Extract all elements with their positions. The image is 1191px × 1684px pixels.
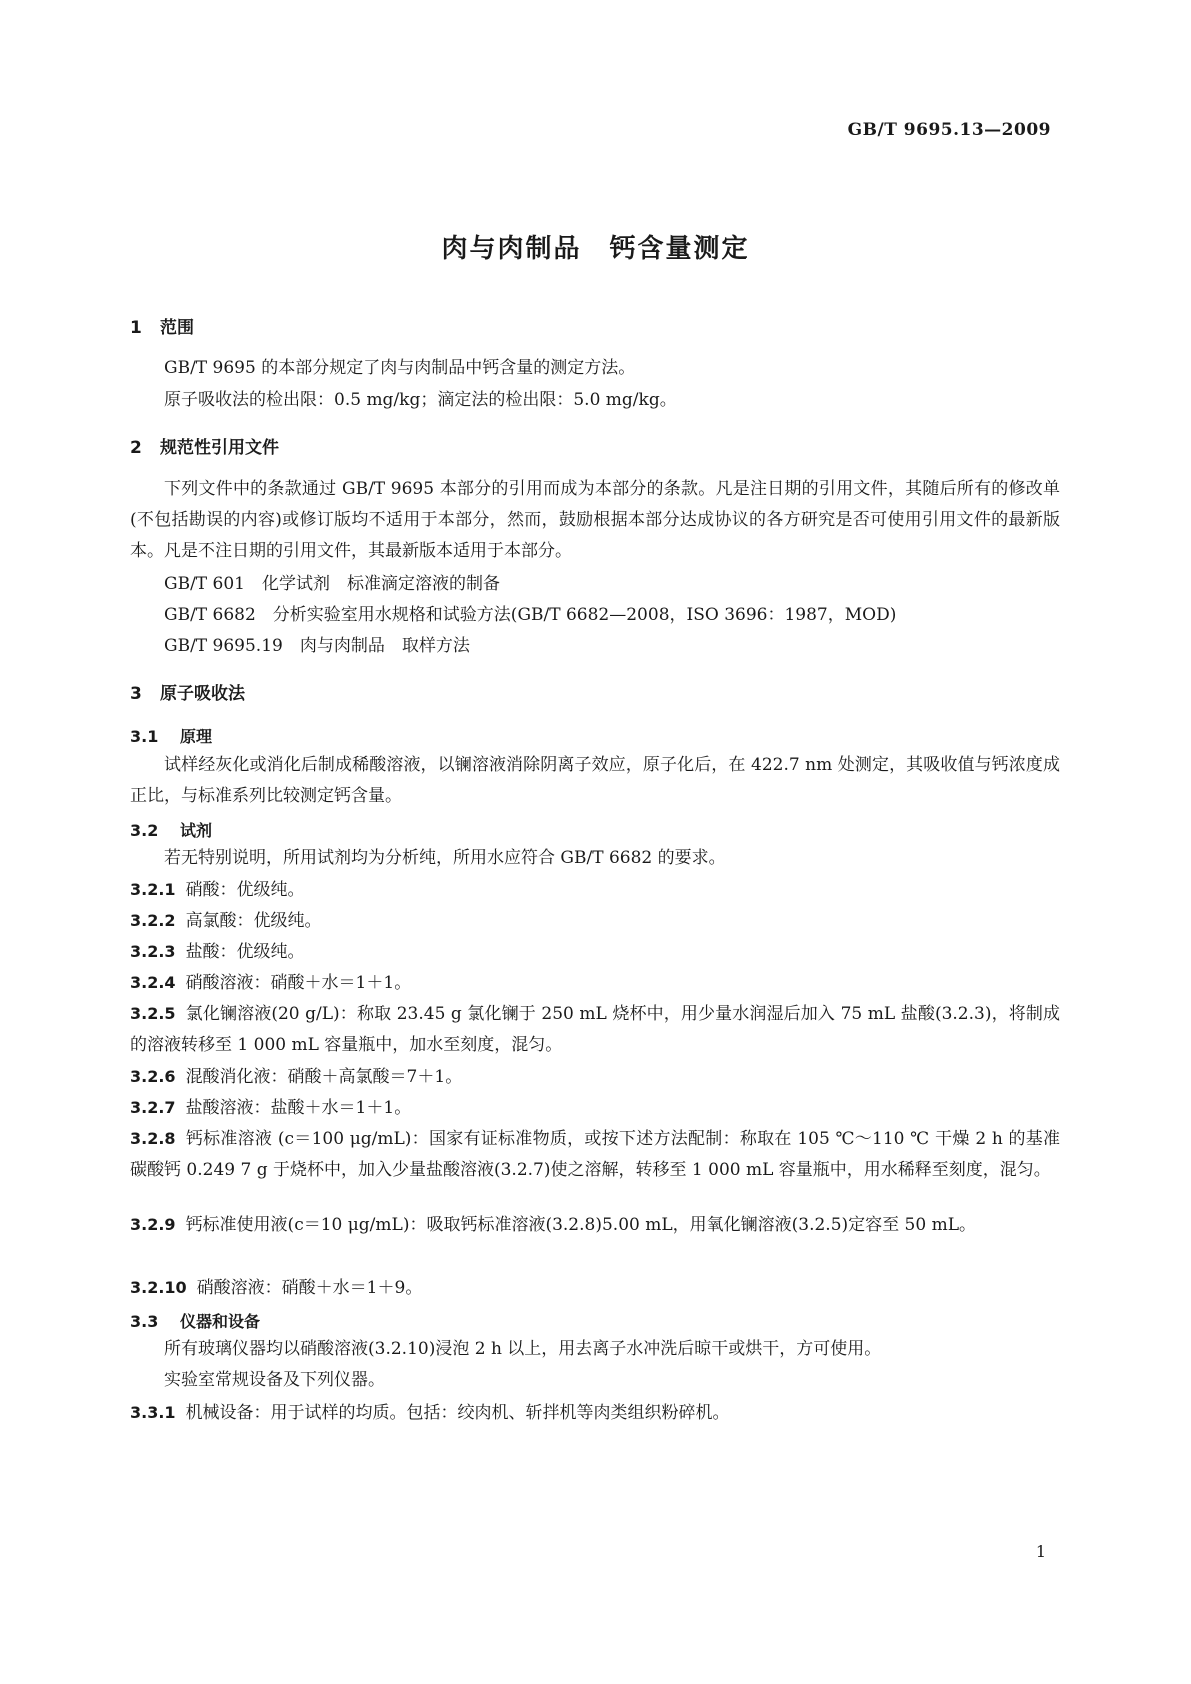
reagents-intro: 若无特别说明，所用试剂均为分析纯，所用水应符合 GB/T 6682 的要求。 — [164, 848, 726, 868]
principle-paragraph: 试样经灰化或消化后制成稀酸溶液，以镧溶液消除阴离子效应，原子化后，在 422.7 nm 处测定，其吸收值与钙浓度成正比，与标准系列比较测定钙含量。 — [130, 755, 1060, 806]
subsection-number: 3.1 — [130, 727, 159, 746]
document-title: 肉与肉制品 钙含量测定 — [441, 234, 750, 264]
item-text: 高氯酸：优级纯。 — [185, 911, 322, 931]
reagent-item — [130, 1272, 1060, 1304]
item-number: 3.2.2 — [130, 911, 176, 930]
section-number: 2 — [130, 438, 142, 458]
section-3-heading — [130, 679, 245, 704]
section-title: 原子吸收法 — [160, 684, 245, 704]
section-1-heading — [130, 313, 194, 338]
reagent-item — [130, 905, 1060, 937]
item-number: 3.2.1 — [130, 880, 176, 899]
item-text: 盐酸：优级纯。 — [185, 942, 305, 962]
item-text: 钙标准使用液(c＝10 μg/mL)：吸取钙标准溶液(3.2.8)5.00 mL，用氧化镧溶液(3.2.5)定容至 50 mL。 — [185, 1215, 977, 1235]
item-text: 硝酸溶液：硝酸＋水＝1＋1。 — [185, 973, 412, 993]
reagent-item — [130, 1061, 1060, 1093]
reagent-item — [130, 967, 1060, 999]
apparatus-item — [130, 1397, 1060, 1429]
item-text: 氯化镧溶液(20 g/L)：称取 23.45 g 氯化镧于 250 mL 烧杯中，用少量水润湿后加入 75 mL 盐酸(3.2.3)，将制成的溶液转移至 1 000 mL 容量瓶中，加水至刻度，混匀。 — [130, 1004, 1060, 1055]
subsection-3-3-heading — [130, 1309, 260, 1332]
item-text: 钙标准溶液 (c＝100 μg/mL)：国家有证标准物质，或按下述方法配制：称取在 105 ℃～110 ℃ 干燥 2 h 的基准碳酸钙 0.249 7 g 于烧杯中，加入少量盐酸溶液(3.2.7)使之溶解，转移至 1 000 mL 容量瓶中，用水稀释至刻度，混匀。 — [130, 1129, 1060, 1180]
item-number: 3.2.8 — [130, 1129, 176, 1148]
scope-paragraph-2: 原子吸收法的检出限：0.5 mg/kg；滴定法的检出限：5.0 mg/kg。 — [164, 390, 677, 410]
subsection-title: 试剂 — [180, 821, 213, 840]
item-number: 3.2.10 — [130, 1278, 187, 1297]
apparatus-paragraph-1: 所有玻璃仪器均以硝酸溶液(3.2.10)浸泡 2 h 以上，用去离子水冲洗后晾干或烘干，方可使用。 — [164, 1339, 882, 1359]
reagent-item — [130, 936, 1060, 968]
scope-paragraph-1: GB/T 9695 的本部分规定了肉与肉制品中钙含量的测定方法。 — [164, 358, 636, 378]
item-number: 3.2.3 — [130, 942, 176, 961]
reagent-item — [130, 998, 1060, 1061]
reference-item: GB/T 601 化学试剂 标准滴定溶液的制备 — [164, 574, 500, 594]
reagent-item — [130, 1209, 1060, 1241]
reagent-item — [130, 1092, 1060, 1124]
item-number: 3.2.4 — [130, 973, 176, 992]
item-text: 机械设备：用于试样的均质。包括：绞肉机、斩拌机等肉类组织粉碎机。 — [185, 1403, 730, 1423]
section-2-heading — [130, 433, 279, 458]
item-number: 3.2.9 — [130, 1215, 176, 1234]
subsection-3-1-heading — [130, 724, 212, 747]
item-number: 3.2.6 — [130, 1067, 176, 1086]
item-text: 硝酸溶液：硝酸＋水＝1＋9。 — [196, 1278, 423, 1298]
apparatus-paragraph-2: 实验室常规设备及下列仪器。 — [164, 1370, 385, 1390]
item-text: 混酸消化液：硝酸＋高氯酸＝7＋1。 — [185, 1067, 463, 1087]
page-number: 1 — [1035, 1542, 1046, 1561]
item-text: 硝酸：优级纯。 — [185, 880, 305, 900]
section-number: 1 — [130, 318, 142, 338]
item-number: 3.3.1 — [130, 1403, 176, 1422]
item-text: 盐酸溶液：盐酸＋水＝1＋1。 — [185, 1098, 412, 1118]
reference-item: GB/T 6682 分析实验室用水规格和试验方法(GB/T 6682—2008，ISO 3696：1987，MOD) — [164, 605, 897, 625]
normative-references-paragraph: 下列文件中的条款通过 GB/T 9695 本部分的引用而成为本部分的条款。凡是注日期的引用文件，其随后所有的修改单(不包括勘误的内容)或修订版均不适用于本部分，然而，鼓励根据本部分达成协议的各方研究是否可使用引用文件的最新版本。凡是不注日期的引用文件，其最新版本适用于本部分。 — [130, 479, 1060, 561]
standard-number: GB/T 9695.13—2009 — [847, 120, 1051, 140]
section-title: 范围 — [160, 318, 194, 338]
reagent-item — [130, 874, 1060, 906]
subsection-3-2-heading — [130, 818, 212, 841]
subsection-number: 3.2 — [130, 821, 159, 840]
subsection-title: 仪器和设备 — [180, 1312, 261, 1331]
item-number: 3.2.7 — [130, 1098, 176, 1117]
subsection-title: 原理 — [180, 727, 213, 746]
reagent-item — [130, 1123, 1060, 1186]
reference-item: GB/T 9695.19 肉与肉制品 取样方法 — [164, 636, 470, 656]
subsection-number: 3.3 — [130, 1312, 159, 1331]
item-number: 3.2.5 — [130, 1004, 176, 1023]
section-title: 规范性引用文件 — [160, 438, 279, 458]
section-number: 3 — [130, 684, 142, 704]
